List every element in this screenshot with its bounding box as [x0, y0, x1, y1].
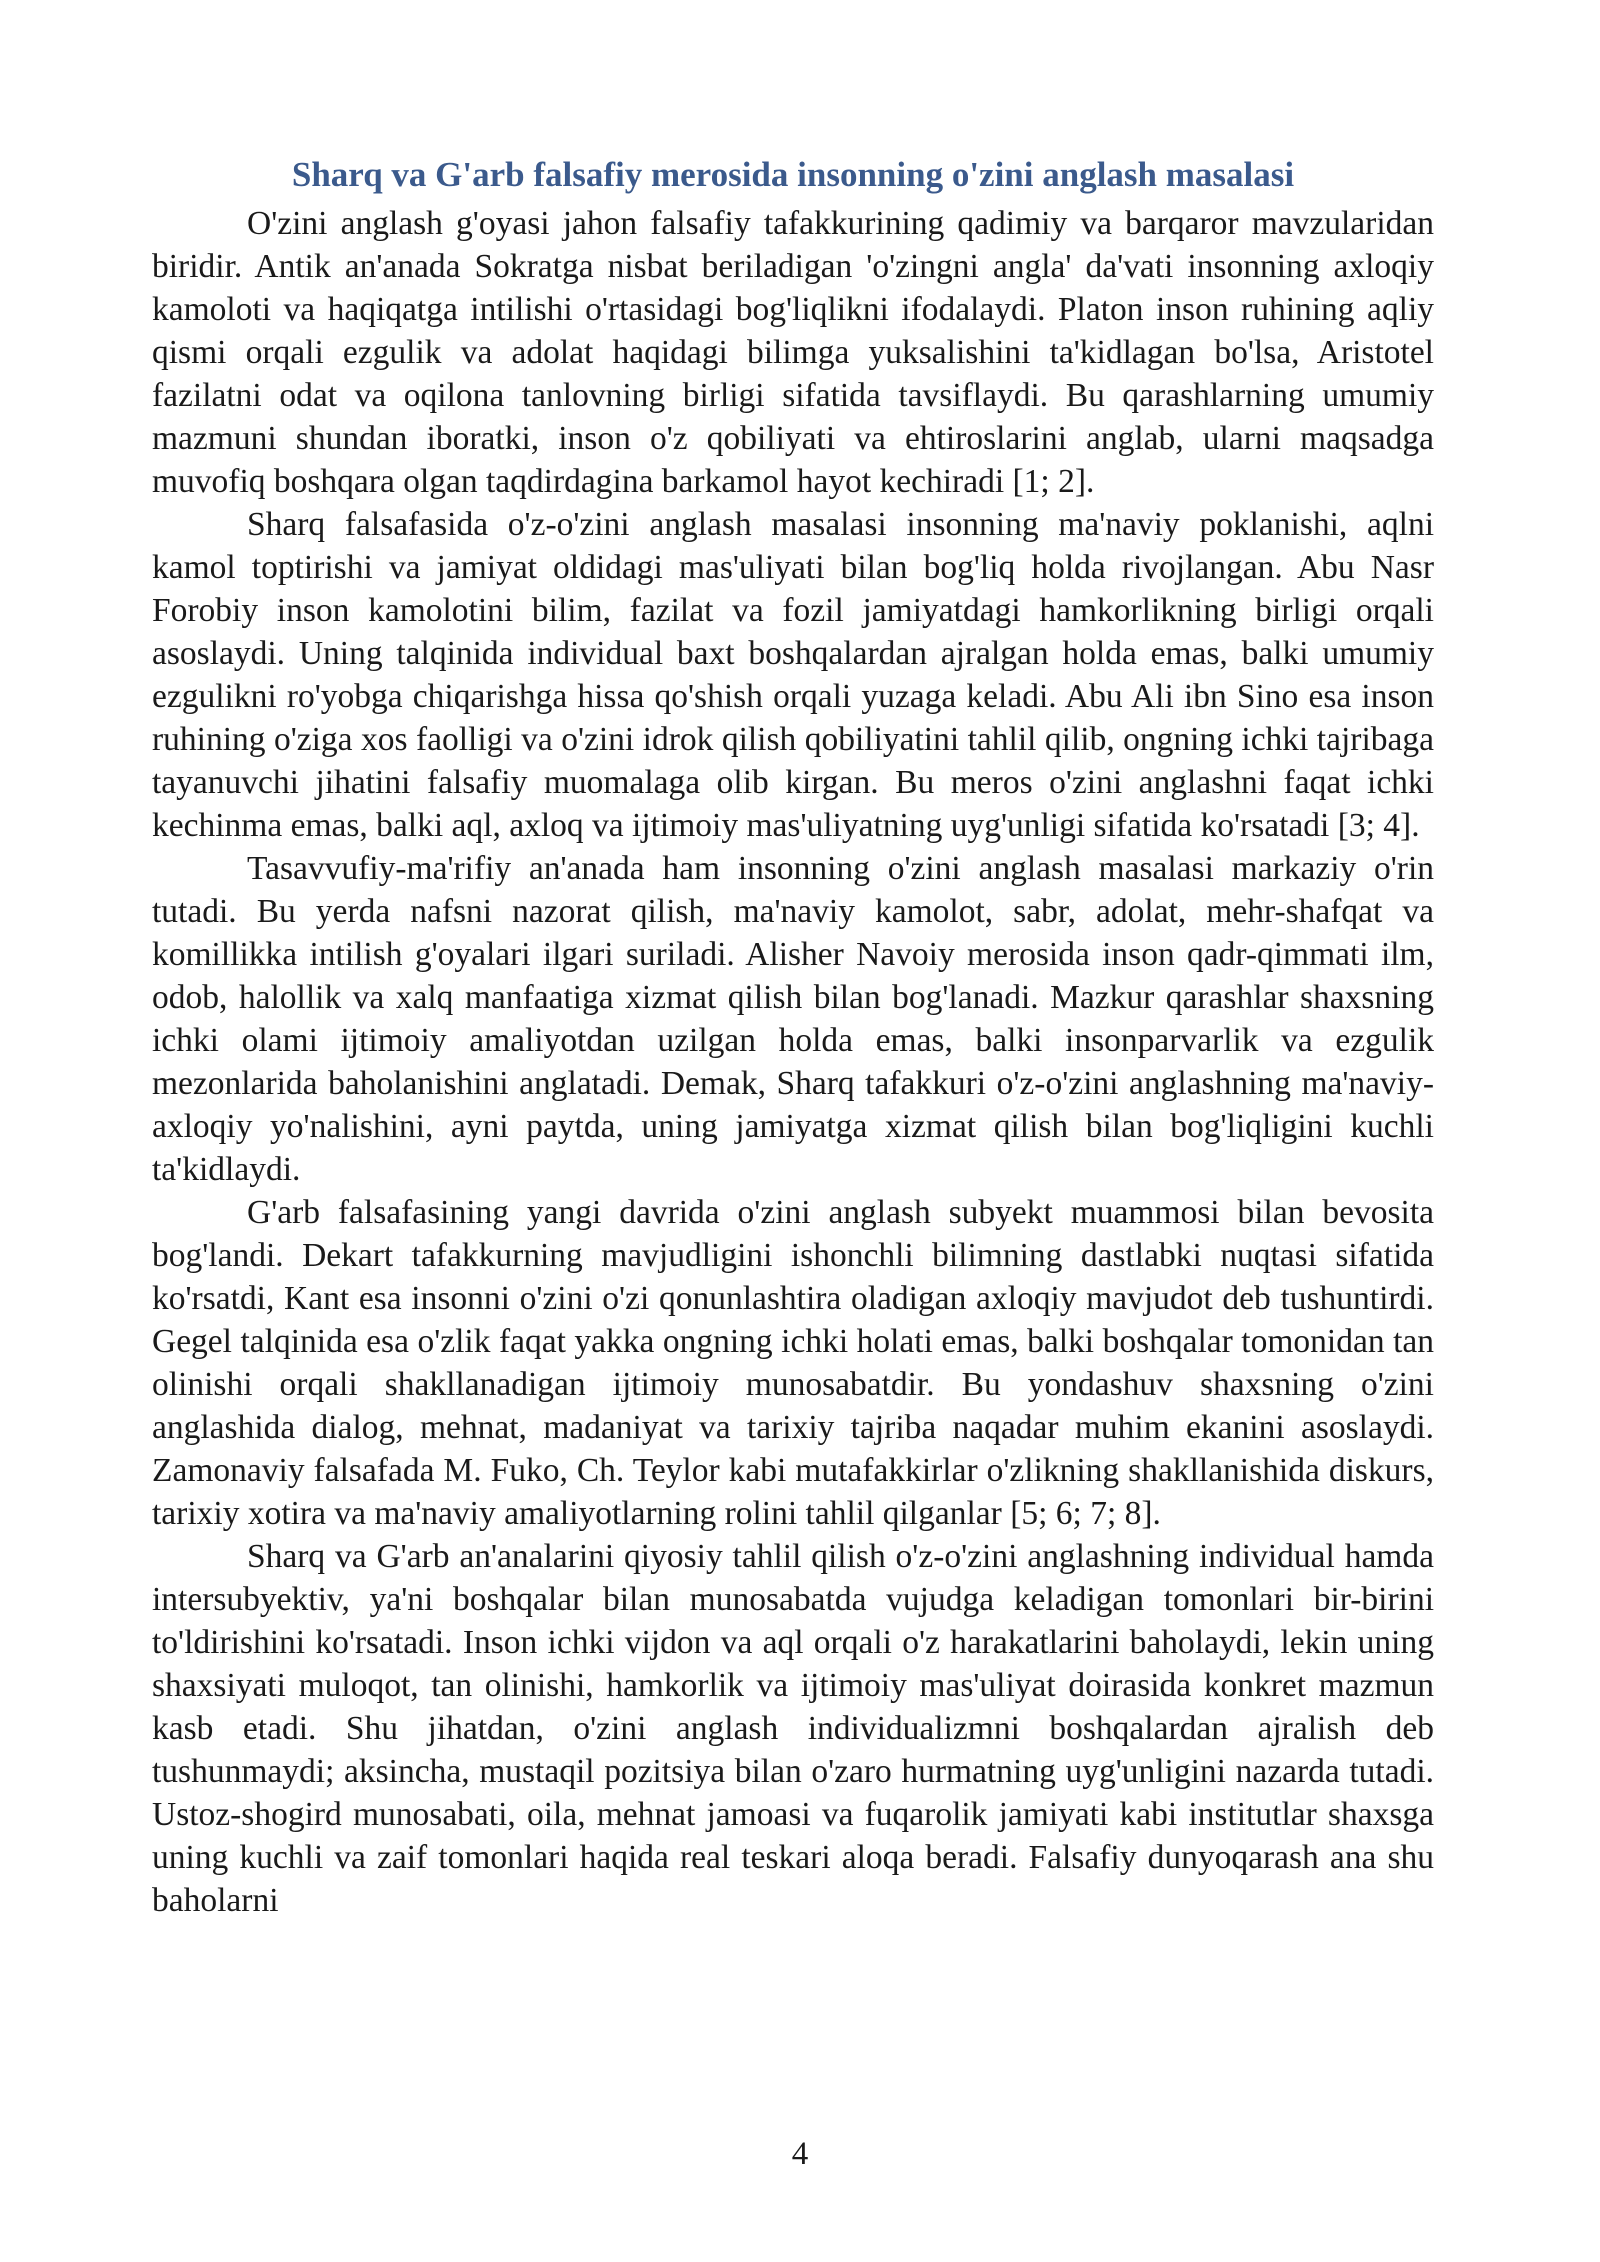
- document-title: Sharq va G'arb falsafiy merosida insonning o'zini anglash masalasi: [291, 155, 1295, 194]
- paragraph: Tasavvufiy-ma'rifiy an'anada ham insonning o'zini anglash masalasi markaziy o'rin tutadi. Bu yerda nafsni nazorat qilish, ma'naviy kamolot, sabr, adolat, mehr-shafqat va komillikka intilish g'oyalari ilgari suriladi. Alisher Navoiy merosida inson qadr-qimmati ilm, odob, halollik va xalq manfaatiga xizmat qilish bilan bog'lanadi. Mazkur qarashlar shaxsning ichki olami ijtimoiy amaliyotdan uzilgan holda emas, balki insonparvarlik va ezgulik mezonlarida baholanishini anglatadi. Demak, Sharq tafakkuri o'z-o'zini anglashning ma'naviy-axloqiy yo'nalishini, ayni paytda, uning jamiyatga xizmat qilish bilan bog'liqligini kuchli ta'kidlaydi.: [152, 850, 1434, 1188]
- page-number: 4: [791, 2136, 809, 2172]
- page-content: [152, 152, 1434, 1922]
- paragraph: G'arb falsafasining yangi davrida o'zini anglash subyekt muammosi bilan bevosita bog'landi. Dekart tafakkurning mavjudligini ishonchli bilimning dastlabki nuqtasi sifatida ko'rsatdi, Kant esa insonni o'zini o'zi qonunlashtira oladigan axloqiy mavjudot deb tushuntirdi. Gegel talqinida esa o'zlik faqat yakka ongning ichki holati emas, balki boshqalar tomonidan tan olinishi orqali shakllanadigan ijtimoiy munosabatdir. Bu yondashuv shaxsning o'zini anglashida dialog, mehnat, madaniyat va tarixiy tajriba naqadar muhim ekanini asoslaydi. Zamonaviy falsafada M. Fuko, Ch. Teylor kabi mutafakkirlar o'zlikning shakllanishida diskurs, tarixiy xotira va ma'naviy amaliyotlarning rolini tahlil qilganlar [5; 6; 7; 8].: [152, 1194, 1434, 1532]
- paragraph: O'zini anglash g'oyasi jahon falsafiy tafakkurining qadimiy va barqaror mavzularidan biridir. Antik an'anada Sokratga nisbat beriladigan 'o'zingni angla' da'vati insonning axloqiy kamoloti va haqiqatga intilishi o'rtasidagi bog'liqlikni ifodalaydi. Platon inson ruhining aqliy qismi orqali ezgulik va adolat haqidagi bilimga yuksalishini ta'kidlagan bo'lsa, Aristotel fazilatni odat va oqilona tanlovning birligi sifatida tavsiflaydi. Bu qarashlarning umumiy mazmuni shundan iboratki, inson o'z qobiliyati va ehtiroslarini anglab, ularni maqsadga muvofiq boshqara olgan taqdirdagina barkamol hayot kechiradi [1; 2].: [152, 205, 1434, 500]
- paragraph: Sharq falsafasida o'z-o'zini anglash masalasi insonning ma'naviy poklanishi, aqlni kamol toptirishi va jamiyat oldidagi mas'uliyati bilan bog'liq holda rivojlangan. Abu Nasr Forobiy inson kamolotini bilim, fazilat va fozil jamiyatdagi hamkorlikning birligi orqali asoslaydi. Uning talqinida individual baxt boshqalardan ajralgan holda emas, balki umumiy ezgulikni ro'yobga chiqarishga hissa qo'shish orqali yuzaga keladi. Abu Ali ibn Sino esa inson ruhining o'ziga xos faolligi va o'zini idrok qilish qobiliyatini tahlil qilib, ongning ichki tajribaga tayanuvchi jihatini falsafiy muomalaga olib kirgan. Bu meros o'zini anglashni faqat ichki kechinma emas, balki aql, axloq va ijtimoiy mas'uliyatning uyg'unligi sifatida ko'rsatadi [3; 4].: [152, 506, 1434, 844]
- paragraph: Sharq va G'arb an'analarini qiyosiy tahlil qilish o'z-o'zini anglashning individual hamda intersubyektiv, ya'ni boshqalar bilan munosabatda vujudga keladigan tomonlari bir-birini to'ldirishini ko'rsatadi. Inson ichki vijdon va aql orqali o'z harakatlarini baholaydi, lekin uning shaxsiyati muloqot, tan olinishi, hamkorlik va ijtimoiy mas'uliyat doirasida konkret mazmun kasb etadi. Shu jihatdan, o'zini anglash individualizmni boshqalardan ajralish deb tushunmaydi; aksincha, mustaqil pozitsiya bilan o'zaro hurmatning uyg'unligini nazarda tutadi. Ustoz-shogird munosabati, oila, mehnat jamoasi va fuqarolik jamiyati kabi institutlar shaxsga uning kuchli va zaif tomonlari haqida real teskari aloqa beradi. Falsafiy dunyoqarash ana shu baholarni: [152, 1538, 1434, 1919]
